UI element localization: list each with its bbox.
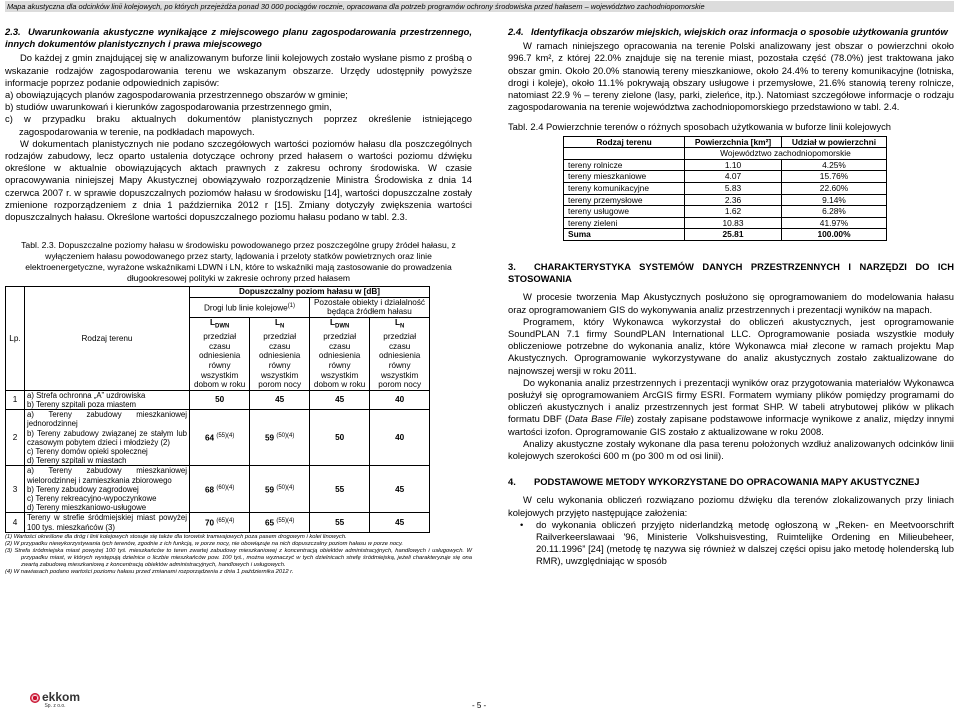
region-label: Województwo zachodniopomorskie	[685, 148, 887, 160]
paragraph: Do wykonania analiz przestrzennych i prezentacji wyników oraz przygotowania materiałów Wykonawca posłużył się oprogramowaniem ArcGIS firmy ESRI. Formatem wymiany plików pomiędzy programami do obliczeń akustycznych i analiz przestrzennych jest format SHP. W tabeli atrybutowej plików w plikach formatu DBF (Data Base File) zostały zapisane podstawowe informacje wynikowe z analiz, między innymi wartości izofon. Oprogramowanie GIS zostało z aktualizowane w roku 2008.	[508, 376, 954, 437]
paragraph: W dokumentach planistycznych nie podano szczegółowych wartości poziomów hałasu dla poszczególnych rodzajów zabudowy, lecz oparto ustalenia dotyczące ochrony przed hałasem o wartości poziomu dźwięku określone w aktualnie obowiązujących aktach prawnych z zakresu ochrony środowiska. W czasie opracowywania niniejszej Mapy Akustycznej obowiązywało rozporządzenie Ministra Środowiska z dnia 14 czerwca 2007 r. w sprawie dopuszczalnych poziomów hałasu w środowisku [14], wartości dopuszczalne zostały zmienione rozporządzeniem z dnia 1 października 2012 r [15]. Zmiany dotyczyły zwiększenia wartości dopuszczalnych hałasu. Określone wartości dopuszczalnego poziomu hałasu podano w tabl. 2.3.	[5, 137, 472, 223]
footnote: (4) W nawiasach podano wartości poziomu hałasu przed zmianami rozporządzenia z dnia 1 października 2012 r.	[5, 568, 294, 575]
table-row: tereny rolnicze 1.10 4.25%	[564, 159, 887, 171]
bullet-icon: •	[520, 518, 524, 530]
section-4-heading: 4. PODSTAWOWE METODY WYKORZYSTANE DO OPRACOWANIA MAPY AKUSTYCZNEJ	[508, 476, 920, 488]
col-lp: Lp.	[6, 287, 25, 391]
section-2-3-heading	[5, 26, 472, 50]
col-group: Dopuszczalny poziom hałasu w [dB]	[190, 287, 430, 298]
section-2-4-heading: 2.4. Identyfikacja obszarów miejskich, wiejskich oraz informacja o sposobie użytkowania gruntów	[508, 26, 948, 37]
list-item: c) w przypadku braku aktualnych dokumentów planistycznych poprzez określenie istniejącego zagospodarowania w terenie, na podkładach mapowych.	[5, 113, 472, 137]
col-type: Rodzaj terenu	[564, 136, 685, 148]
paragraph: W procesie tworzenia Map Akustycznych posłużono się oprogramowaniem do modelowania hałasu oraz oprogramowaniem GIS do wykonywania analiz przestrzennych i prezentacji wyników na mapach.	[508, 291, 954, 315]
paragraph: Analizy akustyczne zostały wykonane dla pasa terenu położonych wzdłuż analizowanych odcinków linii kolejowych szerokości 600 m (po 300 m od osi linii).	[508, 437, 954, 462]
table-2-4	[563, 136, 887, 241]
bullet-list	[508, 519, 954, 568]
list-item: a) obowiązujących planów zagospodarowania przestrzennego obszarów w gminie;	[5, 89, 348, 101]
logo-icon	[30, 693, 40, 703]
col-share: Udział w powierzchni	[782, 136, 887, 148]
section-3-heading: 3. CHARAKTERYSTYKA SYSTEMÓW DANYCH PRZESTRZENNYCH I NARZĘDZI DO ICH STOSOWANIA	[508, 260, 954, 285]
table-2-3	[5, 286, 430, 533]
table-row: 4 Tereny w strefie śródmiejskiej miast powyżej 100 tys. mieszkańców (3) 70 $^{(65)(4)}$ 65 $^{(55)(4)}$ 55 45	[6, 513, 430, 532]
table-row: tereny przemysłowe 2.36 9.14%	[564, 194, 887, 206]
heading-text: Uwarunkowania akustyczne wynikające z miejscowego planu zagospodarowania przestrzennego, innych dokumentów planistycznych i prawa miejscowego	[5, 26, 472, 50]
table-sum-row: Suma 25.81 100.00%	[564, 229, 887, 241]
heading-number: 2.3.	[5, 26, 21, 37]
table-row: tereny zieleni 10.83 41.97%	[564, 217, 887, 229]
col-ln-1: $L_N$ przedział czasu odniesienia równy wszystkim porom nocy	[250, 318, 310, 391]
list-item: • do wykonania obliczeń przyjęto niderlandzką metodę ogłoszoną w „Reken- en Meetvoorschrift Railverkeerslawaai '96, Ministerie Volkshuisvesting, Ruimtelijke Ordening en Milieubeheer, 20.11.1996” [24] (metodę tę nazywa się również w dalszej części opisu jako metodę holenderską lub RMR), uwzględniając w sposób	[520, 518, 954, 567]
table-row: tereny usługowe 1.62 6.28%	[564, 206, 887, 218]
footnotes	[5, 534, 472, 576]
col-roads: Drogi lub linie kolejowe$^{(1)}$	[190, 297, 310, 317]
page-number: - 5 -	[472, 701, 487, 710]
paragraph: W ramach niniejszego opracowania na terenie Polski analizowany jest obszar o powierzchni około 996.7 km², z której 22.0% znajduje się na terenie miast, pozostała część (78.0%) jest traktowana jako obszar gmin. Około 20.0% stanowią tereny mieszkaniowe, około 24.4% to tereny komunikacyjne (lotniska, drogi i koleje), około 11.1% pokrywają obszary usługowe i przemysłowe, 21.6% stanowią tereny rolnicze, natomiast 22.9 % – tereny zielone (lasy, parki, zieleńce, itp.). Natomiast szczegółowe informacje o rodzaju zagospodarowania na terenie województwa zachodniopomorskiego przedstawiono w tabl. 2.4.	[508, 40, 954, 113]
col-ldwn-1: $L_{DWN}$ przedział czasu odniesienia równy wszystkim dobom w roku	[190, 318, 250, 391]
paragraph: Programem, który Wykonawca wykorzystał do obliczeń akustycznych, jest oprogramowanie SoundPLAN 7.1 firmy SoundPLAN International LLC. Oprogramowanie posiada wszystkie moduły obliczeniowe potrzebne do wykonania analiz, które Wykonawca miał zlecone w ramach projektu Map Akustycznych. Oprogramowanie wykorzystywane do analiz akustycznych zostało zaktualizowane do najnowszej wersji w roku 2011.	[508, 315, 954, 376]
running-header: Mapa akustyczna dla odcinków linii kolejowych, po których przejeżdża ponad 30 000 pociągów rocznie, opracowana dla potrzeb programów ochrony środowiska przed hałasem – województwo zachodniopomorskie	[5, 1, 954, 12]
list-item: b) studiów uwarunkowań i kierunków zagospodarowania przestrzennego gmin,	[5, 101, 332, 113]
paragraph: W celu wykonania obliczeń rozwiązano poziomu dźwięku dla terenów zlokalizowanych przy liniach kolejowych przyjęto następujące założenia:	[508, 494, 954, 518]
left-column	[5, 26, 472, 576]
company-logo: ekkom Sp. z o.o.	[30, 690, 80, 709]
list	[5, 89, 472, 138]
col-type: Rodzaj terenu	[25, 287, 190, 391]
table-row: 2 a) Tereny zabudowy mieszkaniowej jednorodzinnej b) Tereny zabudowy związanej ze stałym lub czasowym pobytem dzieci i młodzieży (2) c) Tereny domów opieki społecznej d) Tereny szpitali w miastach 64 $^{(55)(4)}$ 59 $^{(50)(4)}$ 50 40	[6, 410, 430, 466]
footnote: (3) Strefa śródmiejska miast powyżej 100 tyś. mieszkańców to teren zwartej zabudowy mieszkaniowej z koncentracją obiektów administracyjnych, handlowych i usługowych. W przypadku miast, w których występują dzielnice o liczbie mieszkańców pow. 100 tyś., można wyznaczyć w tych dzielnicach strefę śródmiejską, jeżeli charakteryzuje się ona zwartą zabudową mieszkaniową z koncentracją obiektów administracyjnych, handlowych i usługowych.	[5, 547, 472, 568]
col-ln-2: $L_N$ przedział czasu odniesienia równy wszystkim porom nocy	[370, 318, 430, 391]
table-row: tereny mieszkaniowe 4.07 15.76%	[564, 171, 887, 183]
col-ldwn-2: $L_{DWN}$ przedział czasu odniesienia równy wszystkim dobom w roku	[309, 318, 369, 391]
footnote: (1) Wartości określone dla dróg i linii kolejowych stosuje się także dla torowisk tramwajowych poza pasem drogowym i kolei linowych.	[5, 533, 347, 540]
table-row: 1 a) Strefa ochronna „A” uzdrowiska b) Tereny szpitali poza miastem 50 45 45 40	[6, 390, 430, 409]
col-other: Pozostałe obiekty i działalność będąca źródłem hałasu	[309, 297, 429, 317]
paragraph: Do każdej z gmin znajdującej się w analizowanym buforze linii kolejowych zostało wysłane pismo z prośbą o wskazanie rodzajów zagospodarowania terenu we wskazanym obszarze. Urzędy udostępniły powyższe informacje poprzez podanie odpowiednich zapisów:	[5, 52, 472, 88]
table-row: tereny komunikacyjne 5.83 22.60%	[564, 183, 887, 195]
table-2-3-caption: Tabl. 2.3. Dopuszczalne poziomy hałasu w środowisku powodowanego przez poszczególne grupy źródeł hałasu, z wyłączeniem hałasu powodowanego przez starty, lądowania i przeloty statków powietrznych oraz linie elektroenergetyczne, wyrażone wskaźnikami LDWN i LN, które to wskaźniki mają zastosowanie do prowadzenia długookresowej polityki w zakresie ochrony przed hałasem	[21, 240, 456, 284]
table-row: 3 a) Tereny zabudowy mieszkaniowej wielorodzinnej i zamieszkania zbiorowego b) Tereny zabudowy zagrodowej c) Tereny rekreacyjno-wypoczynkowe d) Tereny mieszkaniowo-usługowe 68 $^{(60)(4)}$ 59 $^{(50)(4)}$ 55 45	[6, 466, 430, 513]
footnote: (2) W przypadku niewykorzystywania tych terenów, zgodnie z ich funkcją, w porze nocy, nie obowiązuje na nich dopuszczalny poziom hałasu w porze nocy.	[5, 540, 404, 547]
table-2-4-caption: Tabl. 2.4 Powierzchnie terenów o różnych sposobach użytkowania w buforze linii kolejowych	[508, 121, 892, 133]
right-column	[508, 26, 954, 568]
col-area: Powierzchnia [km²]	[685, 136, 782, 148]
